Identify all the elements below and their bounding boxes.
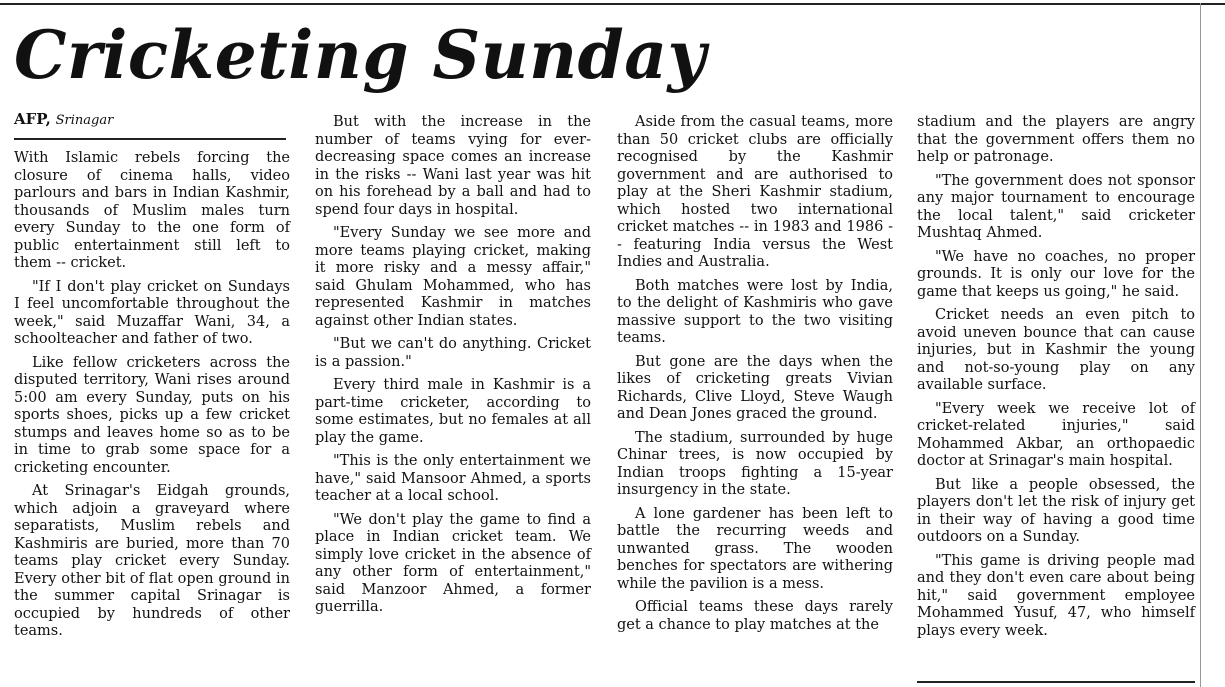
paragraph: At Srinagar's Eidgah grounds, which adjoin a graveyard where separatists, Muslim rebels and Kashmiris are buried, more than 70 teams play cricket every Sunday. Every other bit of flat open ground in the summer capital Srinagar is occupied by hundreds of other teams. — [14, 483, 290, 639]
paragraph: Both matches were lost by India, to the delight of Kashmiris who gave massive support to the two visiting teams. — [617, 277, 893, 346]
bottom-rule — [917, 681, 1195, 683]
top-rule — [0, 3, 1225, 5]
byline — [14, 110, 290, 130]
paragraph: "This is the only entertainment we have," said Mansoor Ahmed, a sports teacher at a local school. — [315, 453, 591, 504]
column-3 — [617, 114, 893, 640]
paragraph: A lone gardener has been left to battle the recurring weeds and unwanted grass. The wooden benches for spectators are withering while the pavilion is a mess. — [617, 505, 893, 592]
paragraph: Cricket needs an even pitch to avoid uneven bounce that can cause injuries, but in Kashmir the young and not-so-young play on any available surface. — [917, 307, 1195, 393]
paragraph: "We have no coaches, no proper grounds. It is only our love for the game that keeps us going," he said. — [917, 248, 1195, 300]
paragraph: Official teams these days rarely get a chance to play matches at the — [617, 599, 893, 633]
paragraph: Aside from the casual teams, more than 50 cricket clubs are officially recognised by the Kashmir government and are authorised to play at the Sheri Kashmir stadium, which hosted two international cricket matches -- in 1983 and 1986 -- featuring India versus the West Indies and Australia. — [617, 114, 893, 270]
column-4 — [917, 114, 1195, 646]
headline: Cricketing Sunday — [14, 16, 707, 94]
byline-rule — [14, 138, 286, 140]
byline-agency: AFP, — [14, 110, 51, 128]
right-column-rule — [1200, 3, 1201, 687]
paragraph: With Islamic rebels forcing the closure of cinema halls, video parlours and bars in Indian Kashmir, thousands of Muslim males turn every Sunday to the one form of public entertainment still left to them -- cricket. — [14, 150, 290, 271]
paragraph: But with the increase in the number of teams vying for ever-decreasing space comes an increase in the risks -- Wani last year was hit on his forehead by a ball and had to spend four days in hospital. — [315, 114, 591, 218]
paragraph: "But we can't do anything. Cricket is a passion." — [315, 336, 591, 370]
paragraph: Every third male in Kashmir is a part-time cricketer, according to some estimates, but no females at all play the game. — [315, 377, 591, 446]
paragraph: Like fellow cricketers across the disputed territory, Wani rises around 5:00 am every Sunday, puts on his sports shoes, picks up a few cricket stumps and leaves home so as to be in time to grab some space for a cricketing encounter. — [14, 354, 290, 476]
paragraph: "The government does not sponsor any major tournament to encourage the local talent," said cricketer Mushtaq Ahmed. — [917, 172, 1195, 241]
paragraph: "We don't play the game to find a place in Indian cricket team. We simply love cricket in the absence of any other form of entertainment," said Manzoor Ahmed, a former guerrilla. — [315, 511, 591, 615]
paragraph: "Every week we receive lot of cricket-related injuries," said Mohammed Akbar, an orthopaedic doctor at Srinagar's main hospital. — [917, 400, 1195, 469]
paragraph: "If I don't play cricket on Sundays I feel uncomfortable throughout the week," said Muzaffar Wani, 34, a schoolteacher and father of two. — [14, 278, 290, 347]
paragraph: The stadium, surrounded by huge Chinar trees, is now occupied by Indian troops fighting a 15-year insurgency in the state. — [617, 429, 893, 498]
paragraph: But like a people obsessed, the players don't let the risk of injury get in their way of having a good time outdoors on a Sunday. — [917, 476, 1195, 545]
column-1 — [14, 110, 290, 647]
column-2 — [315, 114, 591, 623]
paragraph: stadium and the players are angry that the government offers them no help or patronage. — [917, 114, 1195, 165]
paragraph: But gone are the days when the likes of cricketing greats Vivian Richards, Clive Lloyd, Steve Waugh and Dean Jones graced the ground. — [617, 353, 893, 422]
byline-location: Srinagar — [55, 113, 114, 128]
paragraph: "This game is driving people mad and they don't even care about being hit," said government employee Mohammed Yusuf, 47, who himself plays every week. — [917, 552, 1195, 639]
paragraph: "Every Sunday we see more and more teams playing cricket, making it more risky and a messy affair," said Ghulam Mohammed, who has represented Kashmir in matches against other Indian states. — [315, 225, 591, 329]
